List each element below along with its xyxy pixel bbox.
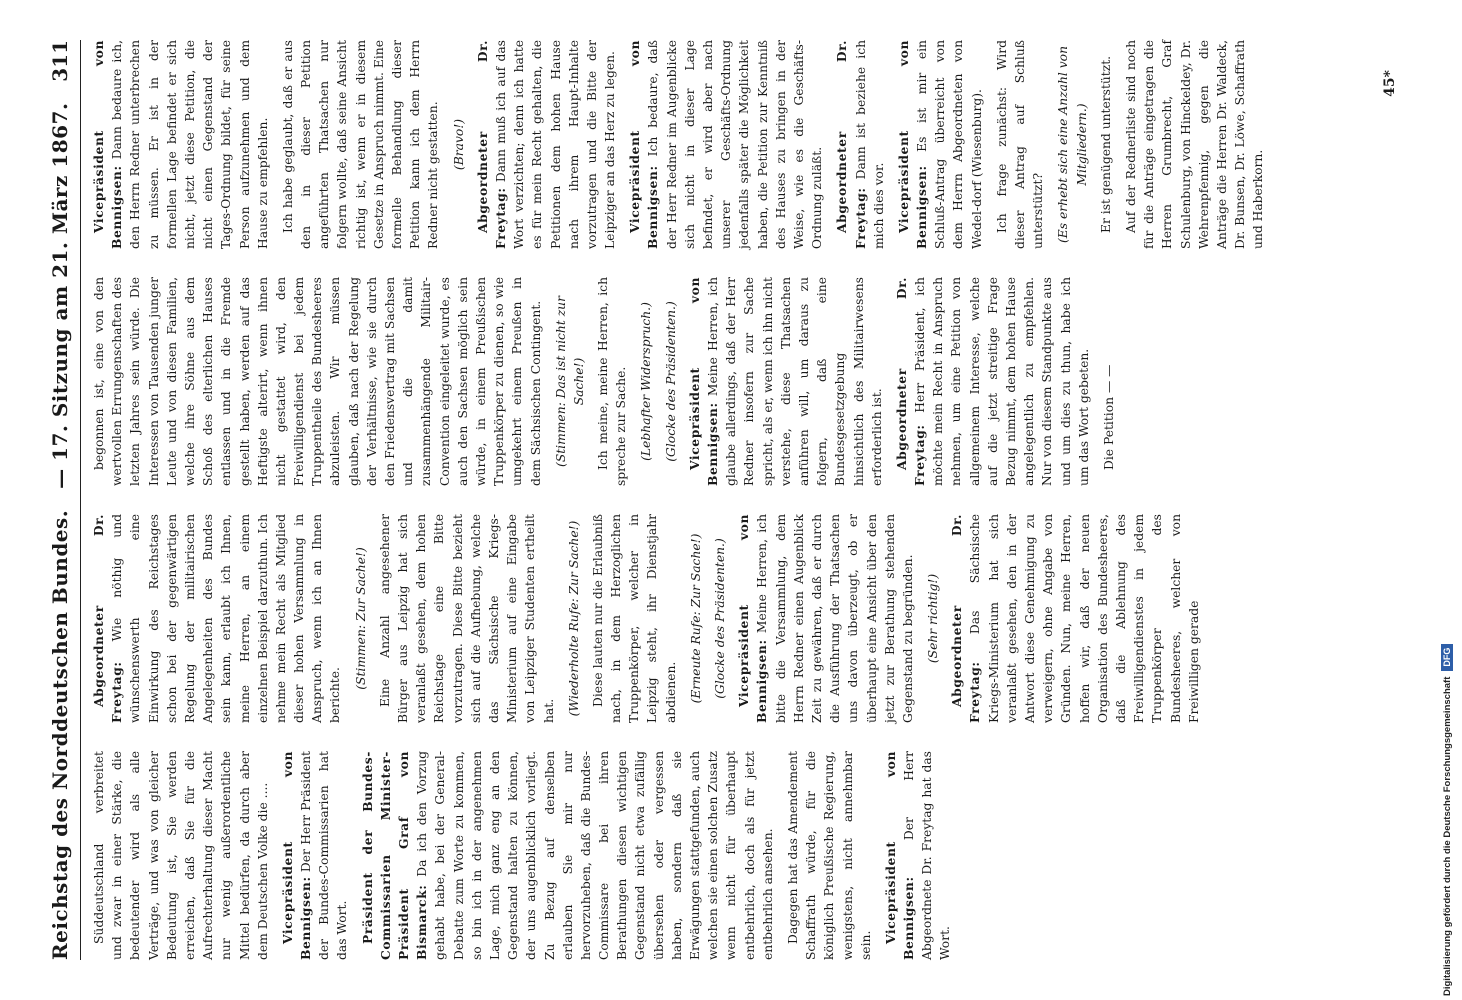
body-paragraph: Dagegen hat das Amendement Schaffrath würde, für die königlich Preußische Regierung, wenigstens, nicht annehmbar sein. [785,751,873,960]
speech-paragraph [948,514,1203,723]
page-number: 311 [48,40,72,82]
body-paragraph: Ich habe geglaubt, daß er aus den in dieser Petition angeführten Thatsachen nur folgern wollte, daß seine Ansicht richtig ist, wenn er in diesem Gesetze in Anspruch nimmt. Eine formelle Behandlung dieser Petition kann ich dem Herrn Redner nicht gestatten. [280,40,441,249]
speaker-name: Abgeordneter Dr. Freytag: [834,40,868,249]
text-column-4 [90,40,1380,249]
speech-text: Wie nöthig und wünschenswerth eine Einwirkung des Reichstages schon bei der gegenwärtigen Regelung der militairischen Angelegenheiten des Bundes sein kann, erlaubt ich Ihnen, meine Herren, an einem einzelnen Beispiel darzuthun. Ich nehme mein Recht als Mitglied dieser hohen Versammlung in Anspruch, wenn ich an Ihnen berichte. [110,514,343,723]
speaker-name: Abgeordneter Dr. Freytag: [949,514,983,723]
speech-paragraph [895,40,986,249]
speaker-name: Vicepräsident von Bennigsen: [627,40,661,249]
speech-paragraph [626,40,826,249]
dfg-credit [1432,0,1462,996]
body-paragraph: Die Petition — — [1101,364,1116,470]
body-paragraph: Eine Anzahl angesehener Bürger aus Leipzig hat sich veranlaßt gesehen, dem hohen Reichstage eine Bitte vorzutragen. Diese Bitte bezieht sich auf die Aufhebung, welche das Sächsische Kriegs-Ministerium auf eine Eingabe von Leipziger Studenten ertheilt hat. [377,514,556,723]
stage-direction: (Wiederholte Rufe: Zur Sache!) [566,520,581,717]
text-columns [90,40,1380,960]
text-column-1 [90,751,1380,960]
speech-text: Es ist mir ein Schluß-Antrag überreicht von dem Herrn Abgeordneten von Wedel-dorf (Wiesenburg). [915,40,984,249]
stage-direction: (Es erhebt sich eine Anzahl von Mitgliedern.) [1056,46,1089,243]
body-paragraph: Auf der Rednerliste sind noch für die Anträge eingetragen die Herren Grumbrecht, Graf Schulenburg, von Hinckeldey, Dr. Wehrenpfennig, gegen die Anträge die Herren Dr. Waldeck, Dr. Bunsen, Dr. Löwe, Schaffrath und Haberkorn. [1123,40,1266,249]
speech-paragraph [359,751,777,960]
text-column-3 [90,277,1380,486]
header-left-title: Reichstag des Norddeutschen Bundes. [48,509,72,960]
body-paragraph: Er ist genügend unterstützt. [1098,55,1113,233]
speech-paragraph [893,277,1093,486]
speaker-name: Vicepräsident von Bennigsen: [279,751,314,960]
stage-direction: (Erneute Rufe: Zur Sache!) [688,533,703,704]
header-right-title: — 17. Sitzung am 21. März 1867. [48,102,72,489]
speaker-name: Vicepräsident von Bennigsen: [736,514,770,723]
speaker-name: Vicepräsident von Bennigsen: [895,40,930,249]
speech-paragraph [833,40,888,249]
speech-paragraph [882,751,955,960]
speech-paragraph [90,514,345,723]
speech-text: Dann ist beziehe ich mich dies vor. [853,40,886,249]
speech-text: Der Herr Abgeordnete Dr. Freytag hat das Wort. [902,751,953,960]
speaker-name: Vicepräsident von Bennigsen: [91,40,125,249]
speaker-name: Abgeordneter Dr. Freytag: [91,514,125,723]
speech-paragraph [90,40,272,249]
signature-mark: 45* [1382,70,1398,97]
speaker-name: Abgeordneter Dr. Freytag: [474,40,508,249]
body-paragraph: begonnen ist, eine von den wertvollen Errungenschaften des letzten Jahres sein würde. Die Interessen von Tausenden junger Leute und von diesen Familien, welche ihre Söhne aus dem Schoß des elterlichen Hauses entlassen und in die Fremde gestellt haben, werden auf das Heftigste alterirt, wenn ihnen nicht gestattet wird, den Freiwilligendienst bei jedem Truppentheile des Bundesheeres abzuleisten. Wir müssen glauben, daß nach der Regelung der Verhältnisse, wie sie durch den Friedensvertrag mit Sachsen und die damit zusammenhängende Militair-Convention eingeleitet wurde, es auch den Sachsen möglich sein würde, in einem Preußischen Truppenkörper zu dienen, so wie umgekehrt einem Preußen in dem Sächsischen Contingent. [92,277,543,486]
body-paragraph: Ich frage zunächst: Wird dieser Antrag auf Schluß unterstützt? [994,40,1046,249]
body-paragraph: Ich meine, meine Herren, ich spreche zur Sache. [596,277,629,486]
stage-direction: (Bravo!) [451,118,466,171]
stage-direction: (Glocke des Präsidenten.) [713,538,727,699]
speaker-name: Vicepräsident von Bennigsen: [686,277,720,486]
speech-text: Meine Herren, ich bitte die Versammlung, dem Herrn Redner einen Augenblick Zeit zu gewähren, daß er durch die Ausführung der Thatsachen uns davon überzeugt, ob er überhaupt eine Ansicht über den jetzt zur Berathung stehenden Gegenstand zu begründen. [755,514,915,723]
dfg-credit-text: Digitalisierung gefördert durch die Deutsche Forschungsgemeinschaft [1441,676,1453,996]
stage-direction: (Glocke des Präsidenten.) [663,301,678,462]
stage-direction: (Stimmen: Das ist nicht zur Sache!) [553,296,586,467]
speech-text: Das Sächsische Kriegs-Ministerium hat sich veranlaßt gesehen, den in der Antwort diese Genehmigung zu verweigern, ohne Angabe von Gründen. Nun, meine Herren, hoffen wir, daß der neuen Organisation des Bundesheeres, daß die Ablehnung des Freiwilligendienstes in jedem Truppenkörper des Bundesheeres, welcher von Freiwilligen gerade [968,514,1201,723]
speaker-name: Abgeordneter Dr. Freytag: [893,277,928,486]
speech-text: Dann bedaure ich, den Herrn Redner unterbrechen zu müssen. Er ist in der formellen Lage befindet er sich nicht, jetzt diese Petition, die nicht einen Gegenstand der Tages-Ordnung bildet, für seine Person aufzunehmen und dem Hause zu empfehlen. [110,40,270,249]
speech-text: Dann muß ich auf das Wort verzichten; denn ich hatte es für mein Recht gehalten, die Petitionen dem hohen Hause nach ihrem Haupt-Inhalte vorzutragen und die Bitte der Leipziger an das Herz zu legen. [493,40,618,249]
speech-text: Ich bedaure, daß der Herr Redner im Augenblicke sich nicht in dieser Lage befindet, er wird aber nach unserer Geschäfts-Ordnung jedenfalls später die Möglichkeit haben, die Petition zur Kenntniß des Hauses zu bringen in der Weise, wie es die Geschäfts-Ordnung zuläßt. [646,40,825,249]
speech-text: Da ich den Vorzug gehabt habe, bei der General-Debatte zum Worte zu kommen, so bin ich in der angenehmen Lage, mich ganz eng an den Gegenstand halten zu können, der uns augenblicklich vorliegt. Zu Bezug auf denselben erlauben Sie mir nur hervorzuheben, daß die Bundes-Commissare bei ihren Berathungen diesen wichtigen Gegenstand nicht etwa zufällig übersehen oder vergessen haben, sondern daß sie Erwägungen stattgefunden, auch welchen sie einen solchen Zusatz wenn nicht für überhaupt entbehrlich, doch als für jetzt entbehrlich ansehen. [415,751,775,960]
speech-text: Meine Herren, ich glaube allerdings, daß der Herr Redner insofern zur Sache spricht, als er, wenn ich ihn nicht verstehe, diese Thatsachen anführen will, um daraus zu folgern, daß eine Bundesgesetzgebung hinsichtlich des Militairwesens erforderlich ist. [706,277,884,486]
stage-direction: (Lebhafter Widerspruch.) [639,302,654,461]
speech-text: Der Herr Präsident der Bundes-Commissarien hat das Wort. [299,751,350,960]
speech-paragraph [474,40,620,249]
speech-paragraph [279,751,352,960]
dfg-credit-strip [1404,0,1453,1000]
body-paragraph: Diese lauten nur die Erlaubniß nach, in dem Herzoglichen Truppenkörper, welcher in Leipzig steht, ihr Dienstjahr abdienen. [590,514,678,723]
stage-direction: (Sehr richtig!) [926,573,941,664]
body-paragraph: Süddeutschland verbreitet und zwar in einer Stärke, die bedeutender wird als alle Verträge, und was von gleicher Bedeutung ist, Sie werden erreichen, daß Sie für die Aufrechterhaltung dieser Macht nur wenig außerordentliche Mittel bedürfen, da durch aber dem Deutschen Volke die .... [92,751,270,960]
dfg-logo-icon: DFG [1441,644,1453,671]
stage-direction: (Stimmen: Zur Sache!) [353,547,368,690]
speaker-name: Präsident der Bundes-Commissarien Minister-Präsident Graf von Bismarck: [359,751,430,960]
speech-text: Herr Präsident, ich möchte mein Recht in Anspruch nehmen, um eine Petition von allgemeinem Interesse, welche auf die jetzt streitige Frage Bezug nimmt, dem hohen Hause angelegentlich zu empfehlen. Nur von diesem Standpunkte aus und um dies zu thun, habe ich um das Wort gebeten. [913,277,1091,486]
page-header [40,40,81,960]
text-column-2 [90,514,1380,723]
speaker-name: Vicepräsident von Bennigsen: [882,751,917,960]
speech-paragraph [686,277,886,486]
speech-paragraph [735,514,917,723]
